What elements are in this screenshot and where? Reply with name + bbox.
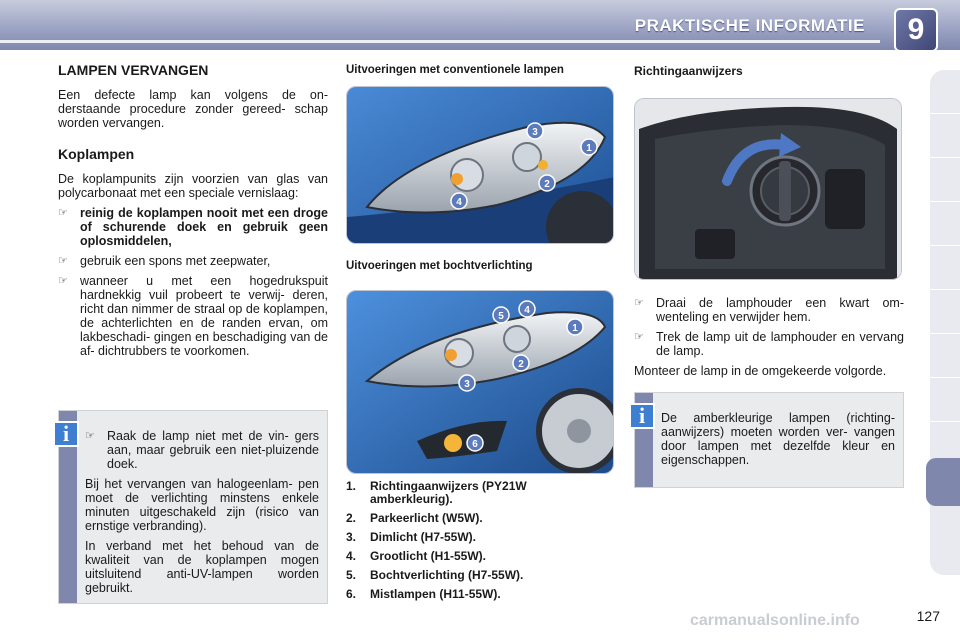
chapter-tab xyxy=(930,378,960,422)
chapter-tab xyxy=(930,158,960,202)
callout-4 xyxy=(451,193,467,209)
pointing-hand-icon: ☞ xyxy=(58,207,68,219)
list-item: ☞ gebruik een spons met zeepwater, xyxy=(58,254,271,268)
svg-text:1: 1 xyxy=(586,143,592,154)
callout-6 xyxy=(467,435,483,451)
svg-text:5: 5 xyxy=(498,311,504,322)
info-box-left xyxy=(58,410,328,604)
section-heading: LAMPEN VERVANGEN xyxy=(58,62,209,78)
list-item: ☞ reinig de koplampen nooit met een droge of schurende doek en gebruik geen oplosmiddelen, xyxy=(58,206,328,248)
callout-3 xyxy=(459,375,475,391)
pointing-hand-icon: ☞ xyxy=(634,297,644,309)
left-column xyxy=(58,60,328,364)
page-number: 127 xyxy=(916,608,940,624)
callout-4 xyxy=(519,301,535,317)
headlamp-photo-conventional xyxy=(346,86,614,244)
care-bullets xyxy=(58,206,328,358)
right-column xyxy=(634,296,904,378)
svg-text:4: 4 xyxy=(456,197,462,208)
pointing-hand-icon: ☞ xyxy=(58,275,68,287)
callout-2 xyxy=(539,175,555,191)
chapter-badge: 9 xyxy=(894,8,938,52)
intro-paragraph: Een defecte lamp kan volgens de on- derstaande procedure zonder gereed- schap worden vervangen. xyxy=(58,88,328,130)
page-header xyxy=(0,0,960,50)
header-rule xyxy=(0,40,880,43)
chapter-tab xyxy=(930,334,960,378)
subheading-koplampen: Koplampen xyxy=(58,146,135,162)
subheading-richtingaanwijzers: Richtingaanwijzers xyxy=(634,64,743,78)
list-item: ☞ Draai de lamphouder een kwart om- wenteling en verwijder hem. xyxy=(634,296,904,324)
chapter-tab xyxy=(930,246,960,290)
chapter-tab xyxy=(930,202,960,246)
info-paragraph: In verband met het behoud van de kwaliteit van de koplampen mogen uitsluitend anti-UV-lampen worden gebruikt. xyxy=(85,539,319,595)
info-box-right xyxy=(634,392,904,488)
callout-3 xyxy=(527,123,543,139)
info-icon: i xyxy=(53,421,79,447)
photo-caption-bending: Uitvoeringen met bochtverlichting xyxy=(346,260,533,272)
reassembly-paragraph: Monteer de lamp in de omgekeerde volgorde. xyxy=(634,364,887,378)
indicator-housing-photo xyxy=(634,98,902,280)
svg-text:2: 2 xyxy=(518,359,524,370)
callout-2 xyxy=(513,355,529,371)
chapter-tab xyxy=(930,290,960,334)
photo-caption-conventional: Uitvoeringen met conventionele lampen xyxy=(346,64,564,76)
list-item: 1. Richtingaanwijzers (PY21W amberkleurig). xyxy=(346,479,527,506)
svg-text:2: 2 xyxy=(544,179,550,190)
watermark: carmanualsonline.info xyxy=(690,612,860,629)
list-item: 4. Grootlicht (H1-55W). xyxy=(346,549,486,563)
svg-text:4: 4 xyxy=(524,305,530,316)
bulb-list xyxy=(346,480,576,607)
headlamp-photo-bending xyxy=(346,290,614,474)
list-item: 2. Parkeerlicht (W5W). xyxy=(346,511,483,525)
svg-text:3: 3 xyxy=(464,379,470,390)
list-item: 3. Dimlicht (H7-55W). xyxy=(346,530,477,544)
list-item: 5. Bochtverlichting (H7-55W). xyxy=(346,568,524,582)
svg-text:6: 6 xyxy=(472,439,478,450)
callout-1 xyxy=(567,319,583,335)
pointing-hand-icon: ☞ xyxy=(634,331,644,343)
list-item: ☞ Raak de lamp niet met de vin- gers aan, maar gebruik een niet-pluizende doek. xyxy=(85,429,319,471)
list-item: 6. Mistlampen (H11-55W). xyxy=(346,587,501,601)
pointing-hand-icon: ☞ xyxy=(58,255,68,267)
koplampen-paragraph: De koplampunits zijn voorzien van glas van polycarbonaat met een speciale vernislaag: xyxy=(58,172,328,200)
chapter-tab xyxy=(930,70,960,114)
info-icon: i xyxy=(629,403,655,429)
chapter-tab xyxy=(930,114,960,158)
svg-text:3: 3 xyxy=(532,127,538,138)
callout-1 xyxy=(581,139,597,155)
info-paragraph: De amberkleurige lampen (richting- aanwijzers) moeten worden ver- vangen door lampen met dezelfde kleur en eigenschappen. xyxy=(661,411,895,467)
callout-5 xyxy=(493,307,509,323)
info-paragraph: Bij het vervangen van halogeenlam- pen moet de verlichting minstens enkele minuten uitgeschakeld zijn (risico van ernstige verbranding). xyxy=(85,477,319,533)
list-item: ☞ wanneer u met een hogedrukspuit hardnekkig vuil probeert te verwij- deren, richt dan nimmer de straal op de koplampen, de achterlichten en de randen ervan, om lakbeschadi- gingen en beschadiging van de af- dichtrubbers te voorkomen. xyxy=(58,274,328,358)
chapter-tab-active xyxy=(926,458,960,506)
pointing-hand-icon: ☞ xyxy=(85,430,95,442)
svg-text:1: 1 xyxy=(572,323,578,334)
section-title: PRAKTISCHE INFORMATIE xyxy=(634,16,865,35)
list-item: ☞ Trek de lamp uit de lamphouder en vervang de lamp. xyxy=(634,330,904,358)
